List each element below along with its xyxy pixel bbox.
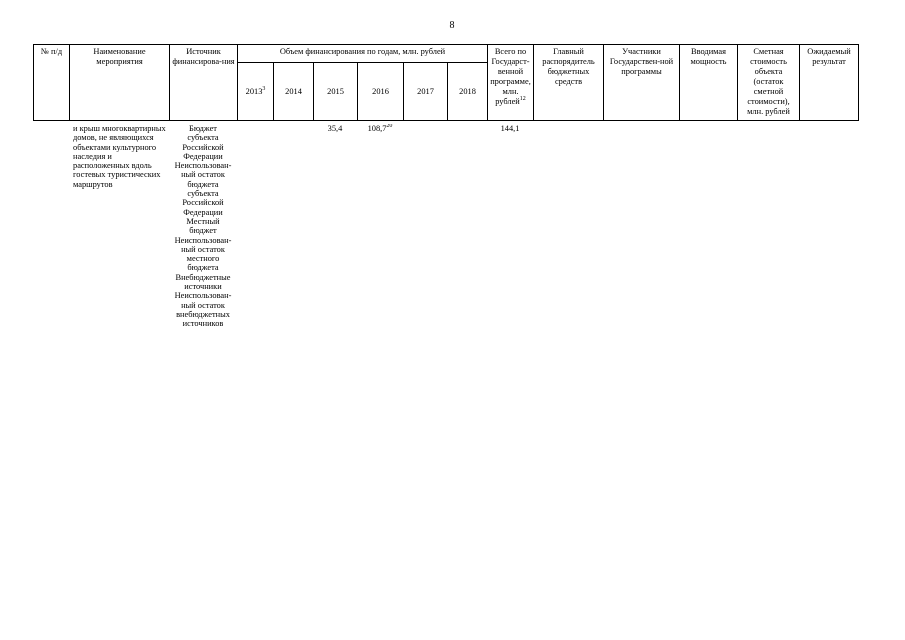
source-line: Неиспользован- — [174, 291, 232, 301]
year-label: 2018 — [459, 86, 476, 96]
header-year-2013 — [238, 63, 274, 121]
header-year-2016 — [358, 63, 404, 121]
source-line: субъекта — [187, 189, 219, 199]
page-number: 8 — [449, 20, 455, 31]
source-line: ный остаток — [181, 300, 225, 310]
source-line: Российской — [182, 142, 224, 152]
source-line: бюджет — [189, 226, 217, 236]
header-year-2018 — [448, 63, 488, 121]
header-total — [488, 45, 534, 121]
source-line: ный остаток — [181, 170, 225, 180]
row-2016-value: 108,7 — [367, 124, 387, 133]
row-total: 144,1 — [500, 124, 520, 133]
financing-table-header — [33, 44, 859, 121]
year-label: 2017 — [417, 86, 434, 96]
row-2017 — [403, 124, 447, 329]
year-sup: 3 — [262, 85, 266, 92]
source-line: бюджета — [187, 263, 219, 273]
source-line: Бюджет — [189, 124, 217, 133]
source-line: внебюджетных — [176, 309, 230, 319]
header-year-2017 — [404, 63, 448, 121]
row-2015: 35,4 — [327, 124, 343, 133]
year-label: 2016 — [372, 86, 389, 96]
source-line: Российской — [182, 198, 224, 208]
source-line: Внебюджетные — [175, 272, 231, 282]
header-total-label: Всего по Государст-венной программе, млн. рублей — [490, 47, 531, 106]
financing-table-body — [33, 124, 533, 329]
header-total-sup: 12 — [519, 96, 526, 103]
source-line: субъекта — [187, 133, 219, 143]
source-line: источников — [182, 319, 224, 329]
source-line: Федерации — [183, 207, 223, 217]
row-2016 — [357, 124, 403, 329]
header-participants: Участники Государствен-ной программы — [604, 45, 680, 121]
source-line: ный остаток — [181, 244, 225, 254]
header-manager: Главный распорядитель бюджетных средств — [534, 45, 604, 121]
header-name: Наименование мероприятия — [70, 45, 170, 121]
row-number — [33, 124, 69, 329]
header-capacity: Вводимая мощность — [680, 45, 738, 121]
row-name: и крыш многоквартирных домов, не являющихся объектами культурного наследия и расположенных вдоль гостевых туристических маршрутов — [73, 124, 166, 189]
source-line: источники — [184, 282, 222, 292]
header-year-2014 — [274, 63, 314, 121]
year-label: 2014 — [285, 86, 302, 96]
row-2014 — [273, 124, 313, 329]
header-funding: Объем финансирования по годам, млн. рублей — [238, 45, 488, 63]
source-line: Неиспользован- — [174, 161, 232, 171]
source-line: бюджета — [187, 179, 219, 189]
header-number: № п/д — [34, 45, 70, 121]
row-2013 — [237, 124, 273, 329]
source-line: местного — [186, 254, 220, 264]
year-label: 2013 — [245, 86, 263, 96]
row-sources — [169, 124, 237, 329]
header-cost: Сметная стоимость объекта (остаток сметной стоимости), млн. рублей — [738, 45, 800, 121]
year-label: 2015 — [327, 86, 344, 96]
header-result: Ожидаемый результат — [800, 45, 859, 121]
row-2018 — [447, 124, 487, 329]
header-source: Источник финансирова-ния — [170, 45, 238, 121]
header-year-2015 — [314, 63, 358, 121]
source-line: Неиспользован- — [174, 235, 232, 245]
source-line: Местный — [186, 216, 220, 226]
source-line: Федерации — [183, 151, 223, 161]
table-row — [33, 124, 533, 329]
row-2016-sup: 20 — [386, 124, 393, 130]
